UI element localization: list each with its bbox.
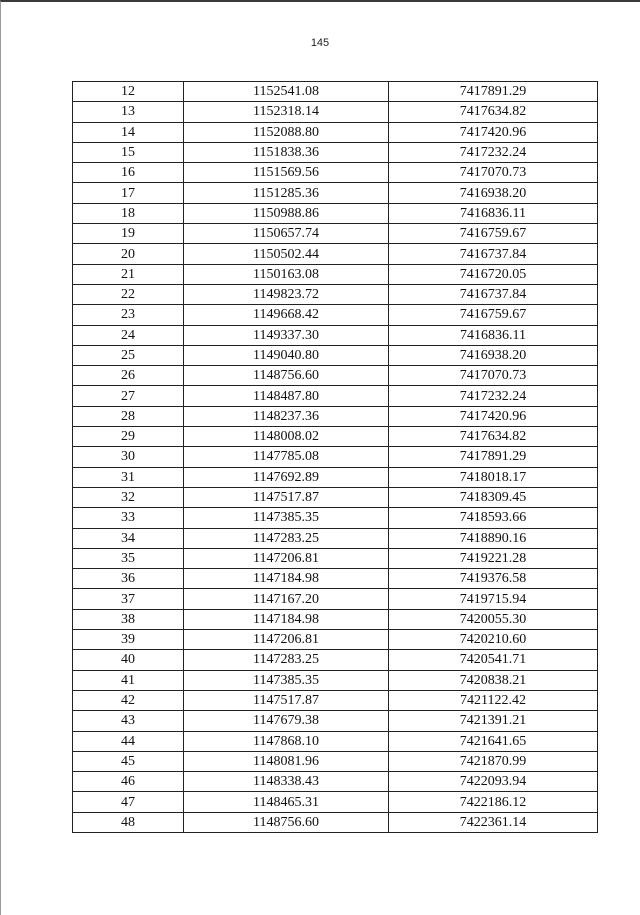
point-number-cell: 21	[73, 264, 184, 284]
x-coordinate-cell: 1148756.60	[184, 812, 389, 832]
y-coordinate-cell: 7416938.20	[389, 345, 598, 365]
point-number-cell: 34	[73, 528, 184, 548]
y-coordinate-cell: 7417420.96	[389, 406, 598, 426]
table-row	[73, 102, 598, 122]
x-coordinate-cell: 1147679.38	[184, 711, 389, 731]
table-row	[73, 650, 598, 670]
y-coordinate-cell: 7417634.82	[389, 102, 598, 122]
x-coordinate-cell: 1152318.14	[184, 102, 389, 122]
y-coordinate-cell: 7417634.82	[389, 427, 598, 447]
x-coordinate-cell: 1147283.25	[184, 528, 389, 548]
x-coordinate-cell: 1148465.31	[184, 792, 389, 812]
x-coordinate-cell: 1150988.86	[184, 203, 389, 223]
y-coordinate-cell: 7419221.28	[389, 548, 598, 568]
x-coordinate-cell: 1148081.96	[184, 751, 389, 771]
y-coordinate-cell: 7417070.73	[389, 163, 598, 183]
table-row	[73, 751, 598, 771]
y-coordinate-cell: 7422361.14	[389, 812, 598, 832]
y-coordinate-cell: 7419715.94	[389, 589, 598, 609]
point-number-cell: 19	[73, 224, 184, 244]
y-coordinate-cell: 7418309.45	[389, 487, 598, 507]
table-row	[73, 284, 598, 304]
table-row	[73, 345, 598, 365]
coordinates-table-body	[73, 82, 598, 833]
x-coordinate-cell: 1148487.80	[184, 386, 389, 406]
table-row	[73, 122, 598, 142]
point-number-cell: 13	[73, 102, 184, 122]
x-coordinate-cell: 1151569.56	[184, 163, 389, 183]
point-number-cell: 38	[73, 609, 184, 629]
table-row	[73, 792, 598, 812]
point-number-cell: 14	[73, 122, 184, 142]
table-row	[73, 609, 598, 629]
y-coordinate-cell: 7420055.30	[389, 609, 598, 629]
table-row	[73, 690, 598, 710]
point-number-cell: 33	[73, 508, 184, 528]
y-coordinate-cell: 7416836.11	[389, 325, 598, 345]
y-coordinate-cell: 7416737.84	[389, 244, 598, 264]
x-coordinate-cell: 1147692.89	[184, 467, 389, 487]
y-coordinate-cell: 7416836.11	[389, 203, 598, 223]
point-number-cell: 26	[73, 366, 184, 386]
point-number-cell: 48	[73, 812, 184, 832]
point-number-cell: 31	[73, 467, 184, 487]
point-number-cell: 22	[73, 284, 184, 304]
point-number-cell: 42	[73, 690, 184, 710]
table-row	[73, 487, 598, 507]
x-coordinate-cell: 1147868.10	[184, 731, 389, 751]
x-coordinate-cell: 1149668.42	[184, 305, 389, 325]
point-number-cell: 36	[73, 569, 184, 589]
table-row	[73, 366, 598, 386]
y-coordinate-cell: 7422093.94	[389, 772, 598, 792]
table-row	[73, 386, 598, 406]
coordinates-table	[72, 81, 598, 833]
x-coordinate-cell: 1150657.74	[184, 224, 389, 244]
x-coordinate-cell: 1150163.08	[184, 264, 389, 284]
table-row	[73, 772, 598, 792]
point-number-cell: 24	[73, 325, 184, 345]
y-coordinate-cell: 7418018.17	[389, 467, 598, 487]
y-coordinate-cell: 7416720.05	[389, 264, 598, 284]
x-coordinate-cell: 1147184.98	[184, 609, 389, 629]
point-number-cell: 28	[73, 406, 184, 426]
y-coordinate-cell: 7416938.20	[389, 183, 598, 203]
table-row	[73, 244, 598, 264]
y-coordinate-cell: 7421391.21	[389, 711, 598, 731]
x-coordinate-cell: 1147184.98	[184, 569, 389, 589]
y-coordinate-cell: 7418890.16	[389, 528, 598, 548]
y-coordinate-cell: 7418593.66	[389, 508, 598, 528]
table-row	[73, 467, 598, 487]
x-coordinate-cell: 1149040.80	[184, 345, 389, 365]
table-row	[73, 224, 598, 244]
x-coordinate-cell: 1147517.87	[184, 690, 389, 710]
table-row	[73, 447, 598, 467]
point-number-cell: 32	[73, 487, 184, 507]
x-coordinate-cell: 1147785.08	[184, 447, 389, 467]
table-row	[73, 163, 598, 183]
table-row	[73, 305, 598, 325]
y-coordinate-cell: 7420210.60	[389, 630, 598, 650]
x-coordinate-cell: 1148338.43	[184, 772, 389, 792]
x-coordinate-cell: 1148756.60	[184, 366, 389, 386]
y-coordinate-cell: 7421641.65	[389, 731, 598, 751]
point-number-cell: 46	[73, 772, 184, 792]
x-coordinate-cell: 1147206.81	[184, 630, 389, 650]
table-row	[73, 183, 598, 203]
table-row	[73, 528, 598, 548]
table-row	[73, 711, 598, 731]
y-coordinate-cell: 7417232.24	[389, 142, 598, 162]
page-number: 145	[310, 37, 330, 49]
y-coordinate-cell: 7419376.58	[389, 569, 598, 589]
x-coordinate-cell: 1152541.08	[184, 82, 389, 102]
point-number-cell: 15	[73, 142, 184, 162]
x-coordinate-cell: 1147283.25	[184, 650, 389, 670]
table-row	[73, 325, 598, 345]
table-row	[73, 203, 598, 223]
x-coordinate-cell: 1152088.80	[184, 122, 389, 142]
point-number-cell: 47	[73, 792, 184, 812]
table-row	[73, 508, 598, 528]
y-coordinate-cell: 7416759.67	[389, 224, 598, 244]
table-row	[73, 589, 598, 609]
y-coordinate-cell: 7416737.84	[389, 284, 598, 304]
point-number-cell: 41	[73, 670, 184, 690]
point-number-cell: 40	[73, 650, 184, 670]
x-coordinate-cell: 1149823.72	[184, 284, 389, 304]
point-number-cell: 44	[73, 731, 184, 751]
point-number-cell: 23	[73, 305, 184, 325]
x-coordinate-cell: 1148237.36	[184, 406, 389, 426]
point-number-cell: 12	[73, 82, 184, 102]
point-number-cell: 45	[73, 751, 184, 771]
table-row	[73, 569, 598, 589]
table-row	[73, 548, 598, 568]
table-row	[73, 142, 598, 162]
table-row	[73, 670, 598, 690]
x-coordinate-cell: 1151285.36	[184, 183, 389, 203]
y-coordinate-cell: 7420838.21	[389, 670, 598, 690]
table-row	[73, 406, 598, 426]
x-coordinate-cell: 1148008.02	[184, 427, 389, 447]
point-number-cell: 18	[73, 203, 184, 223]
x-coordinate-cell: 1147167.20	[184, 589, 389, 609]
y-coordinate-cell: 7417420.96	[389, 122, 598, 142]
table-row	[73, 427, 598, 447]
y-coordinate-cell: 7421870.99	[389, 751, 598, 771]
y-coordinate-cell: 7422186.12	[389, 792, 598, 812]
point-number-cell: 30	[73, 447, 184, 467]
table-row	[73, 812, 598, 832]
x-coordinate-cell: 1147385.35	[184, 670, 389, 690]
y-coordinate-cell: 7417891.29	[389, 447, 598, 467]
x-coordinate-cell: 1147206.81	[184, 548, 389, 568]
x-coordinate-cell: 1147517.87	[184, 487, 389, 507]
point-number-cell: 20	[73, 244, 184, 264]
point-number-cell: 27	[73, 386, 184, 406]
table-row	[73, 264, 598, 284]
y-coordinate-cell: 7417070.73	[389, 366, 598, 386]
x-coordinate-cell: 1147385.35	[184, 508, 389, 528]
y-coordinate-cell: 7420541.71	[389, 650, 598, 670]
point-number-cell: 37	[73, 589, 184, 609]
table-row	[73, 630, 598, 650]
point-number-cell: 35	[73, 548, 184, 568]
table-row	[73, 731, 598, 751]
point-number-cell: 29	[73, 427, 184, 447]
point-number-cell: 43	[73, 711, 184, 731]
point-number-cell: 17	[73, 183, 184, 203]
x-coordinate-cell: 1149337.30	[184, 325, 389, 345]
y-coordinate-cell: 7416759.67	[389, 305, 598, 325]
y-coordinate-cell: 7421122.42	[389, 690, 598, 710]
x-coordinate-cell: 1151838.36	[184, 142, 389, 162]
point-number-cell: 25	[73, 345, 184, 365]
table-row	[73, 82, 598, 102]
point-number-cell: 39	[73, 630, 184, 650]
y-coordinate-cell: 7417891.29	[389, 82, 598, 102]
y-coordinate-cell: 7417232.24	[389, 386, 598, 406]
point-number-cell: 16	[73, 163, 184, 183]
x-coordinate-cell: 1150502.44	[184, 244, 389, 264]
